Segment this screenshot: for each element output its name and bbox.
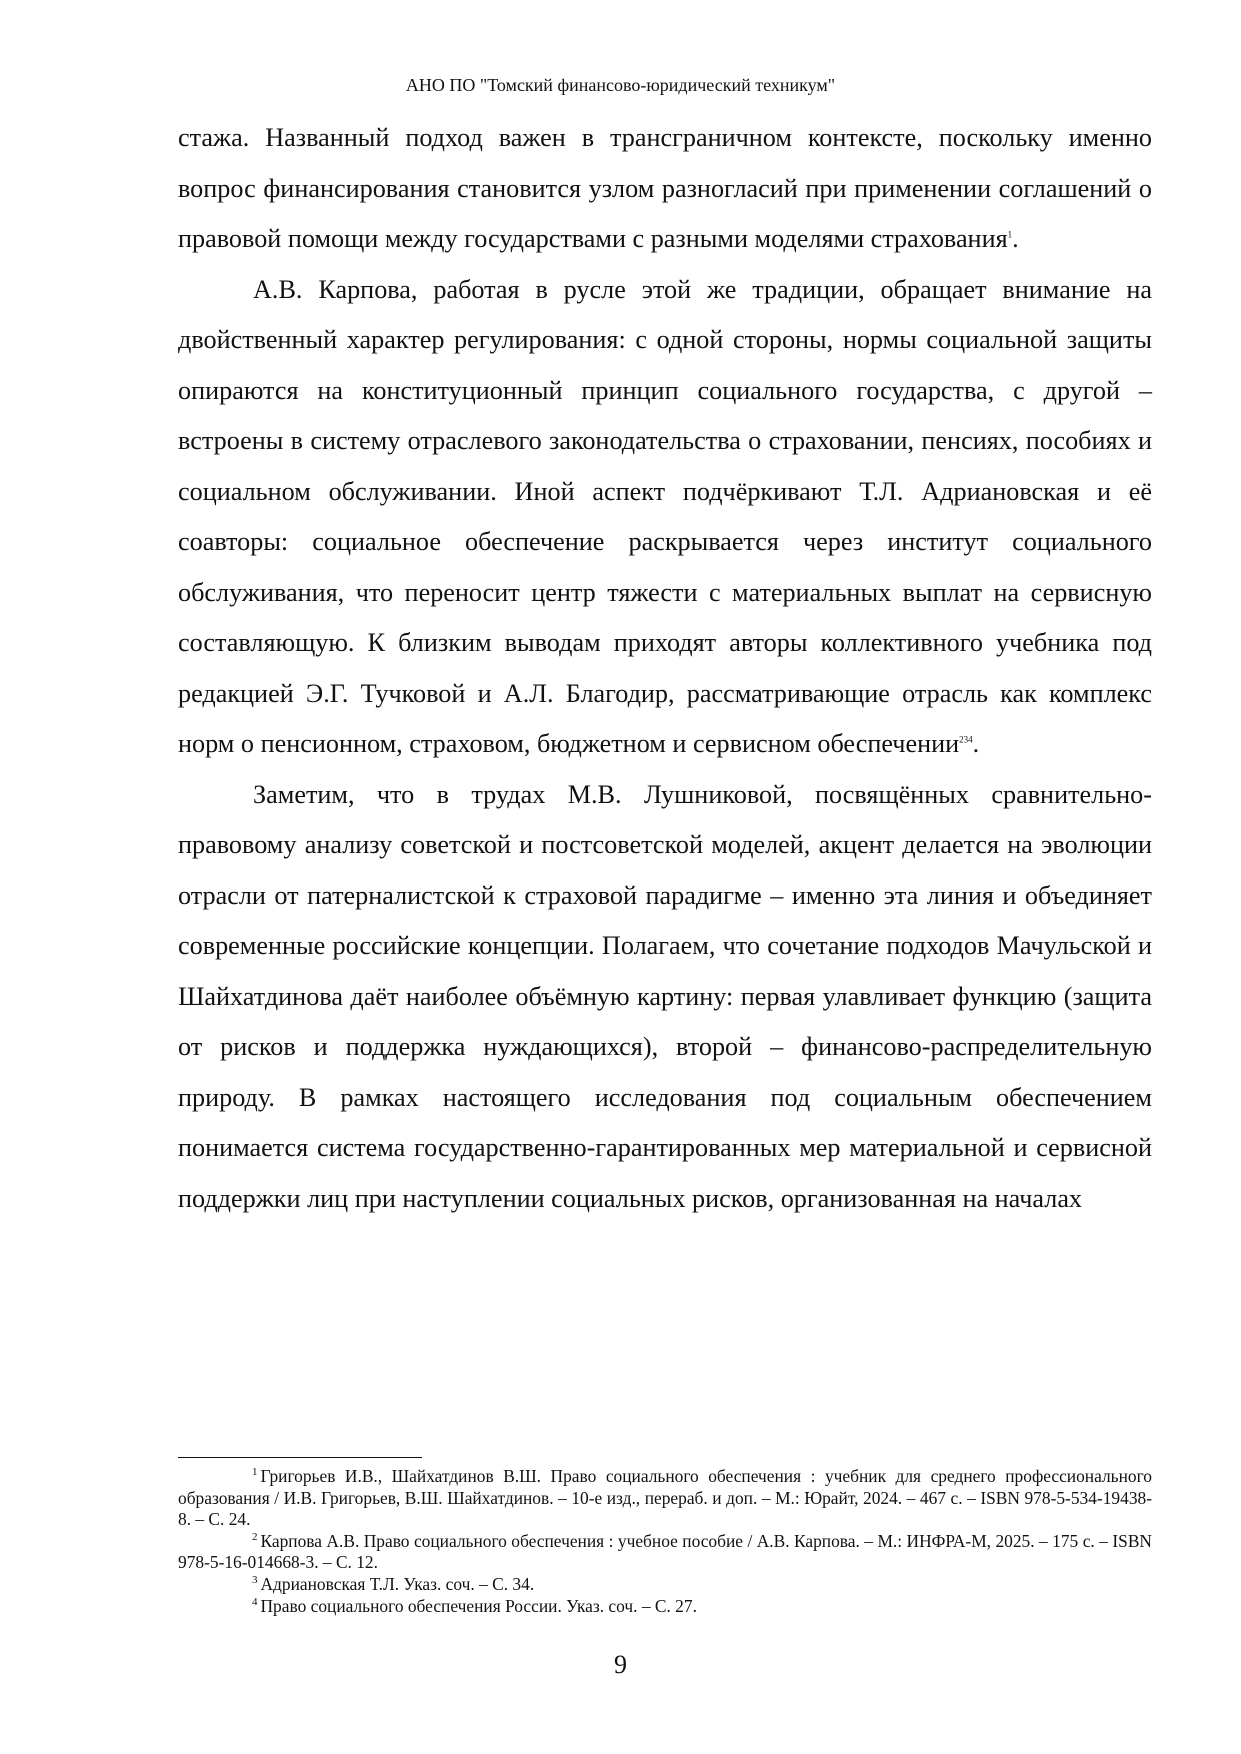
footnote-4: [178, 1596, 1152, 1618]
footnote-number: 4: [252, 1595, 258, 1608]
page-header: АНО ПО "Томский финансово-юридический техникум": [405, 75, 836, 95]
footnote-text: Григорьев И.В., Шайхатдинов В.Ш. Право социального обеспечения : учебник для среднего профессионального образования / И.В. Григорьев, В.Ш. Шайхатдинов. – 10-е изд., перераб. и доп. – М.: Юрайт, 2024. – 467 с. – ISBN 978-5-534-19438-8. – С. 24.: [178, 1466, 1152, 1530]
footnote-text: Право социального обеспечения России. Указ. соч. – С. 27.: [260, 1595, 697, 1616]
paragraph-3: [178, 770, 1152, 1225]
footnote-number: 1: [252, 1466, 258, 1479]
footnote-ref[interactable]: 234: [959, 734, 973, 745]
footnote-separator: [178, 1457, 422, 1458]
footnote-1: [178, 1466, 1152, 1531]
footnote-ref[interactable]: 1: [1007, 229, 1013, 240]
footnote-text: Адриановская Т.Л. Указ. соч. – С. 34.: [260, 1573, 535, 1594]
page-number: 9: [614, 1650, 627, 1679]
footnote-3: [178, 1574, 1152, 1596]
paragraph-2: [178, 265, 1152, 770]
paragraph-1: [178, 113, 1152, 265]
paragraph-end: .: [972, 729, 980, 758]
footnote-text: Карпова А.В. Право социального обеспечения : учебное пособие / А.В. Карпова. – М.: ИНФРА-М, 2025. – 175 с. – ISBN 978-5-16-014668-3. – С. 12.: [178, 1530, 1152, 1573]
main-text: [178, 113, 1152, 1224]
footnotes: [178, 1466, 1152, 1617]
paragraph-text: А.В. Карпова, работая в русле этой же традиции, обращает внимание на двойственный характер регулирования: с одной стороны, нормы социальной защиты опираются на конституционный принцип социального государства, с другой – встроены в систему отраслевого законодательства о страховании, пенсиях, пособиях и социальном обслуживании. Иной аспект подчёркивают Т.Л. Адриановская и её соавторы: социальное обеспечение раскрывается через институт социального обслуживания, что переносит центр тяжести с материальных выплат на сервисную составляющую. К близким выводам приходят авторы коллективного учебника под редакцией Э.Г. Тучковой и А.Л. Благодир, рассматривающие отрасль как комплекс норм о пенсионном, страховом, бюджетном и сервисном обеспечении: [178, 274, 1152, 758]
footnote-2: [178, 1531, 1152, 1574]
footnote-number: 2: [252, 1530, 258, 1543]
footnote-number: 3: [252, 1574, 258, 1587]
paragraph-text: Заметим, что в трудах М.В. Лушниковой, посвящённых сравнительно-правовому анализу советской и постсоветской моделей, акцент делается на эволюции отрасли от патерналистской к страховой парадигме – именно эта линия и объединяет современные российские концепции. Полагаем, что сочетание подходов Мачульской и Шайхатдинова даёт наиболее объёмную картину: первая улавливает функцию (защита от рисков и поддержка нуждающихся), второй – финансово-распределительную природу. В рамках настоящего исследования под социальным обеспечением понимается система государственно-гарантированных мер материальной и сервисной поддержки лиц при наступлении социальных рисков, организованная на началах: [178, 779, 1152, 1213]
paragraph-end: .: [1012, 224, 1019, 253]
paragraph-text: стажа. Названный подход важен в трансграничном контексте, поскольку именно вопрос финансирования становится узлом разногласий при применении соглашений о правовой помощи между государствами с разными моделями страхования: [178, 123, 1152, 253]
